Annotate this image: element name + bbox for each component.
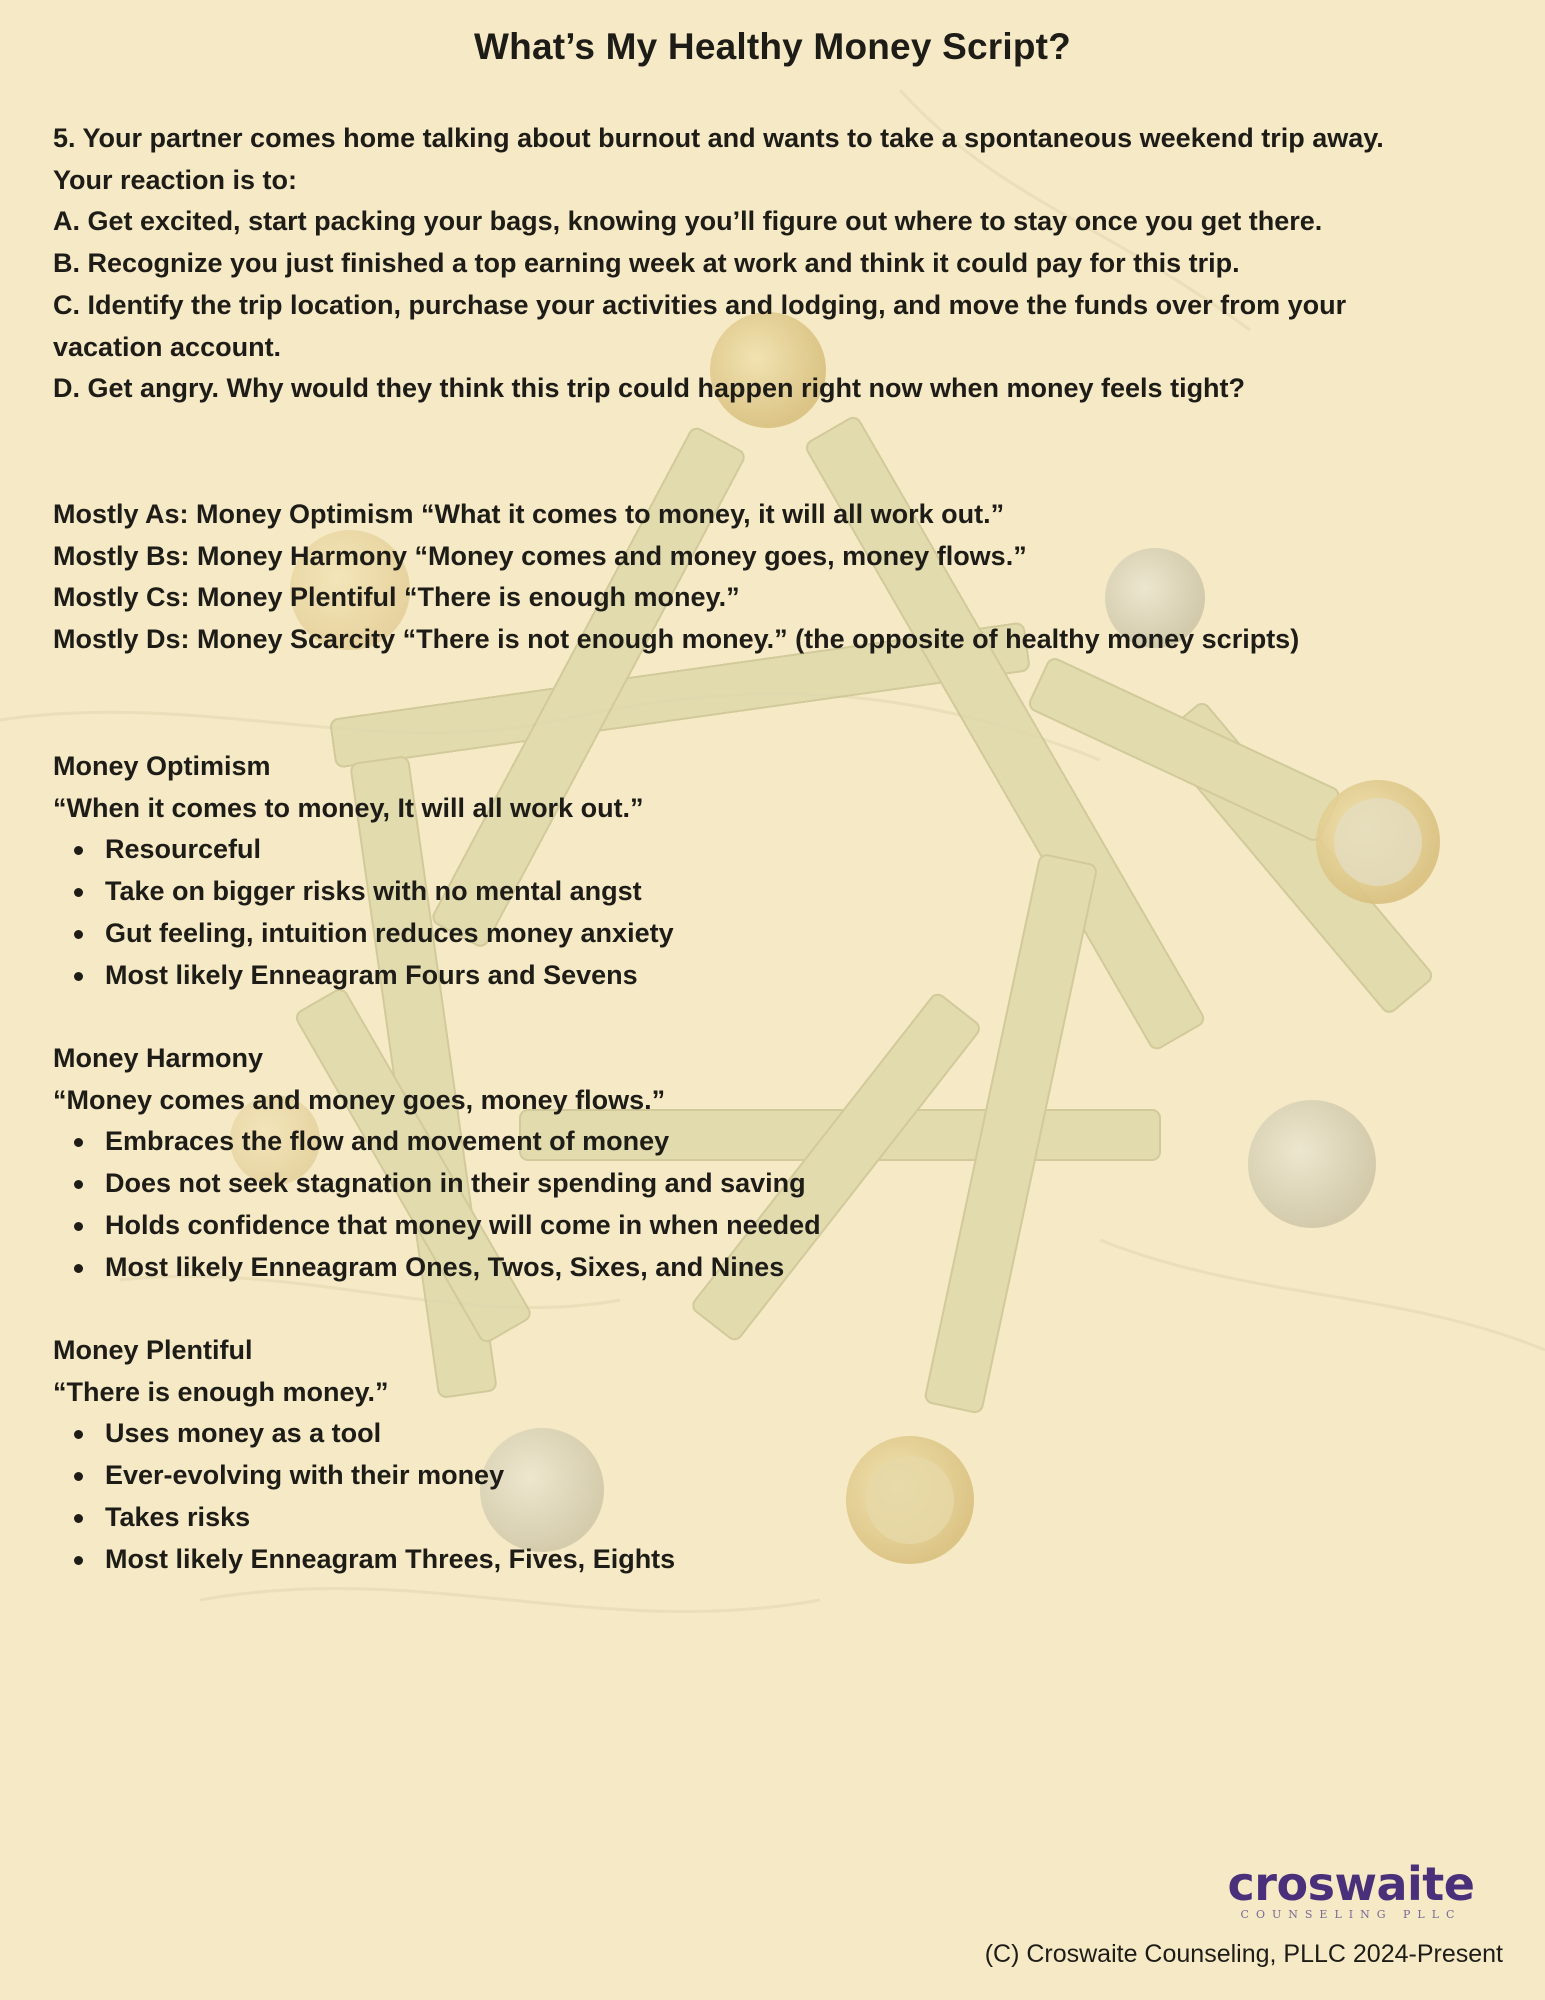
section-quote: “When it comes to money, It will all work out.” <box>53 792 644 823</box>
logo-subtitle: COUNSELING PLLC <box>1240 1908 1462 1921</box>
section-money-harmony <box>53 1038 1253 1288</box>
section-money-optimism <box>53 746 1253 996</box>
section-heading: Money Harmony <box>53 1043 264 1073</box>
list-item: Take on bigger risks with no mental angst <box>53 871 1253 913</box>
result-mostly-d: Mostly Ds: Money Scarcity “There is not enough money.” (the opposite of healthy money scripts) <box>53 624 1300 655</box>
list-item: Most likely Enneagram Fours and Sevens <box>53 955 1253 997</box>
result-mostly-c: Mostly Cs: Money Plentiful “There is enough money.” <box>53 582 740 613</box>
section-heading: Money Optimism <box>53 751 271 781</box>
list-item: Most likely Enneagram Ones, Twos, Sixes, and Nines <box>53 1247 1253 1289</box>
quiz-question <box>53 118 1493 410</box>
trait-list <box>53 1413 1253 1580</box>
list-item: Takes risks <box>53 1497 1253 1539</box>
option-b: B. Recognize you just finished a top earning week at work and think it could pay for this trip. <box>53 248 1240 279</box>
list-item: Embraces the flow and movement of money <box>53 1121 1253 1163</box>
list-item: Gut feeling, intuition reduces money anxiety <box>53 913 1253 955</box>
option-d: D. Get angry. Why would they think this trip could happen right now when money feels tight? <box>53 373 1246 404</box>
trait-list <box>53 829 1253 996</box>
logo-wordmark: croswaite <box>1227 1857 1475 1911</box>
copyright-notice: (C) Croswaite Counseling, PLLC 2024-Present <box>984 1940 1503 1968</box>
section-quote: “There is enough money.” <box>53 1376 389 1407</box>
list-item: Uses money as a tool <box>53 1413 1253 1455</box>
option-c: C. Identify the trip location, purchase your activities and lodging, and move the funds over from your <box>53 289 1347 320</box>
list-item: Holds confidence that money will come in when needed <box>53 1205 1253 1247</box>
list-item: Does not seek stagnation in their spending and saving <box>53 1163 1253 1205</box>
list-item: Ever-evolving with their money <box>53 1455 1253 1497</box>
results-key <box>53 494 1493 661</box>
section-heading: Money Plentiful <box>53 1335 253 1365</box>
section-money-plentiful <box>53 1330 1253 1580</box>
question-prompt-continued: Your reaction is to: <box>53 164 298 195</box>
option-c-continued: vacation account. <box>53 331 282 362</box>
trait-list <box>53 1121 1253 1288</box>
result-mostly-b: Mostly Bs: Money Harmony “Money comes and money goes, money flows.” <box>53 540 1027 571</box>
page-title: What’s My Healthy Money Script? <box>474 26 1071 67</box>
brand-logo <box>1221 1857 1481 1921</box>
section-quote: “Money comes and money goes, money flows.” <box>53 1084 666 1115</box>
list-item: Resourceful <box>53 829 1253 871</box>
option-a: A. Get excited, start packing your bags, knowing you’ll figure out where to stay once you get there. <box>53 206 1323 237</box>
result-mostly-a: Mostly As: Money Optimism “What it comes to money, it will all work out.” <box>53 499 1005 529</box>
list-item: Most likely Enneagram Threes, Fives, Eights <box>53 1539 1253 1581</box>
question-prompt: 5. Your partner comes home talking about burnout and wants to take a spontaneous weekend trip away. <box>53 123 1384 153</box>
